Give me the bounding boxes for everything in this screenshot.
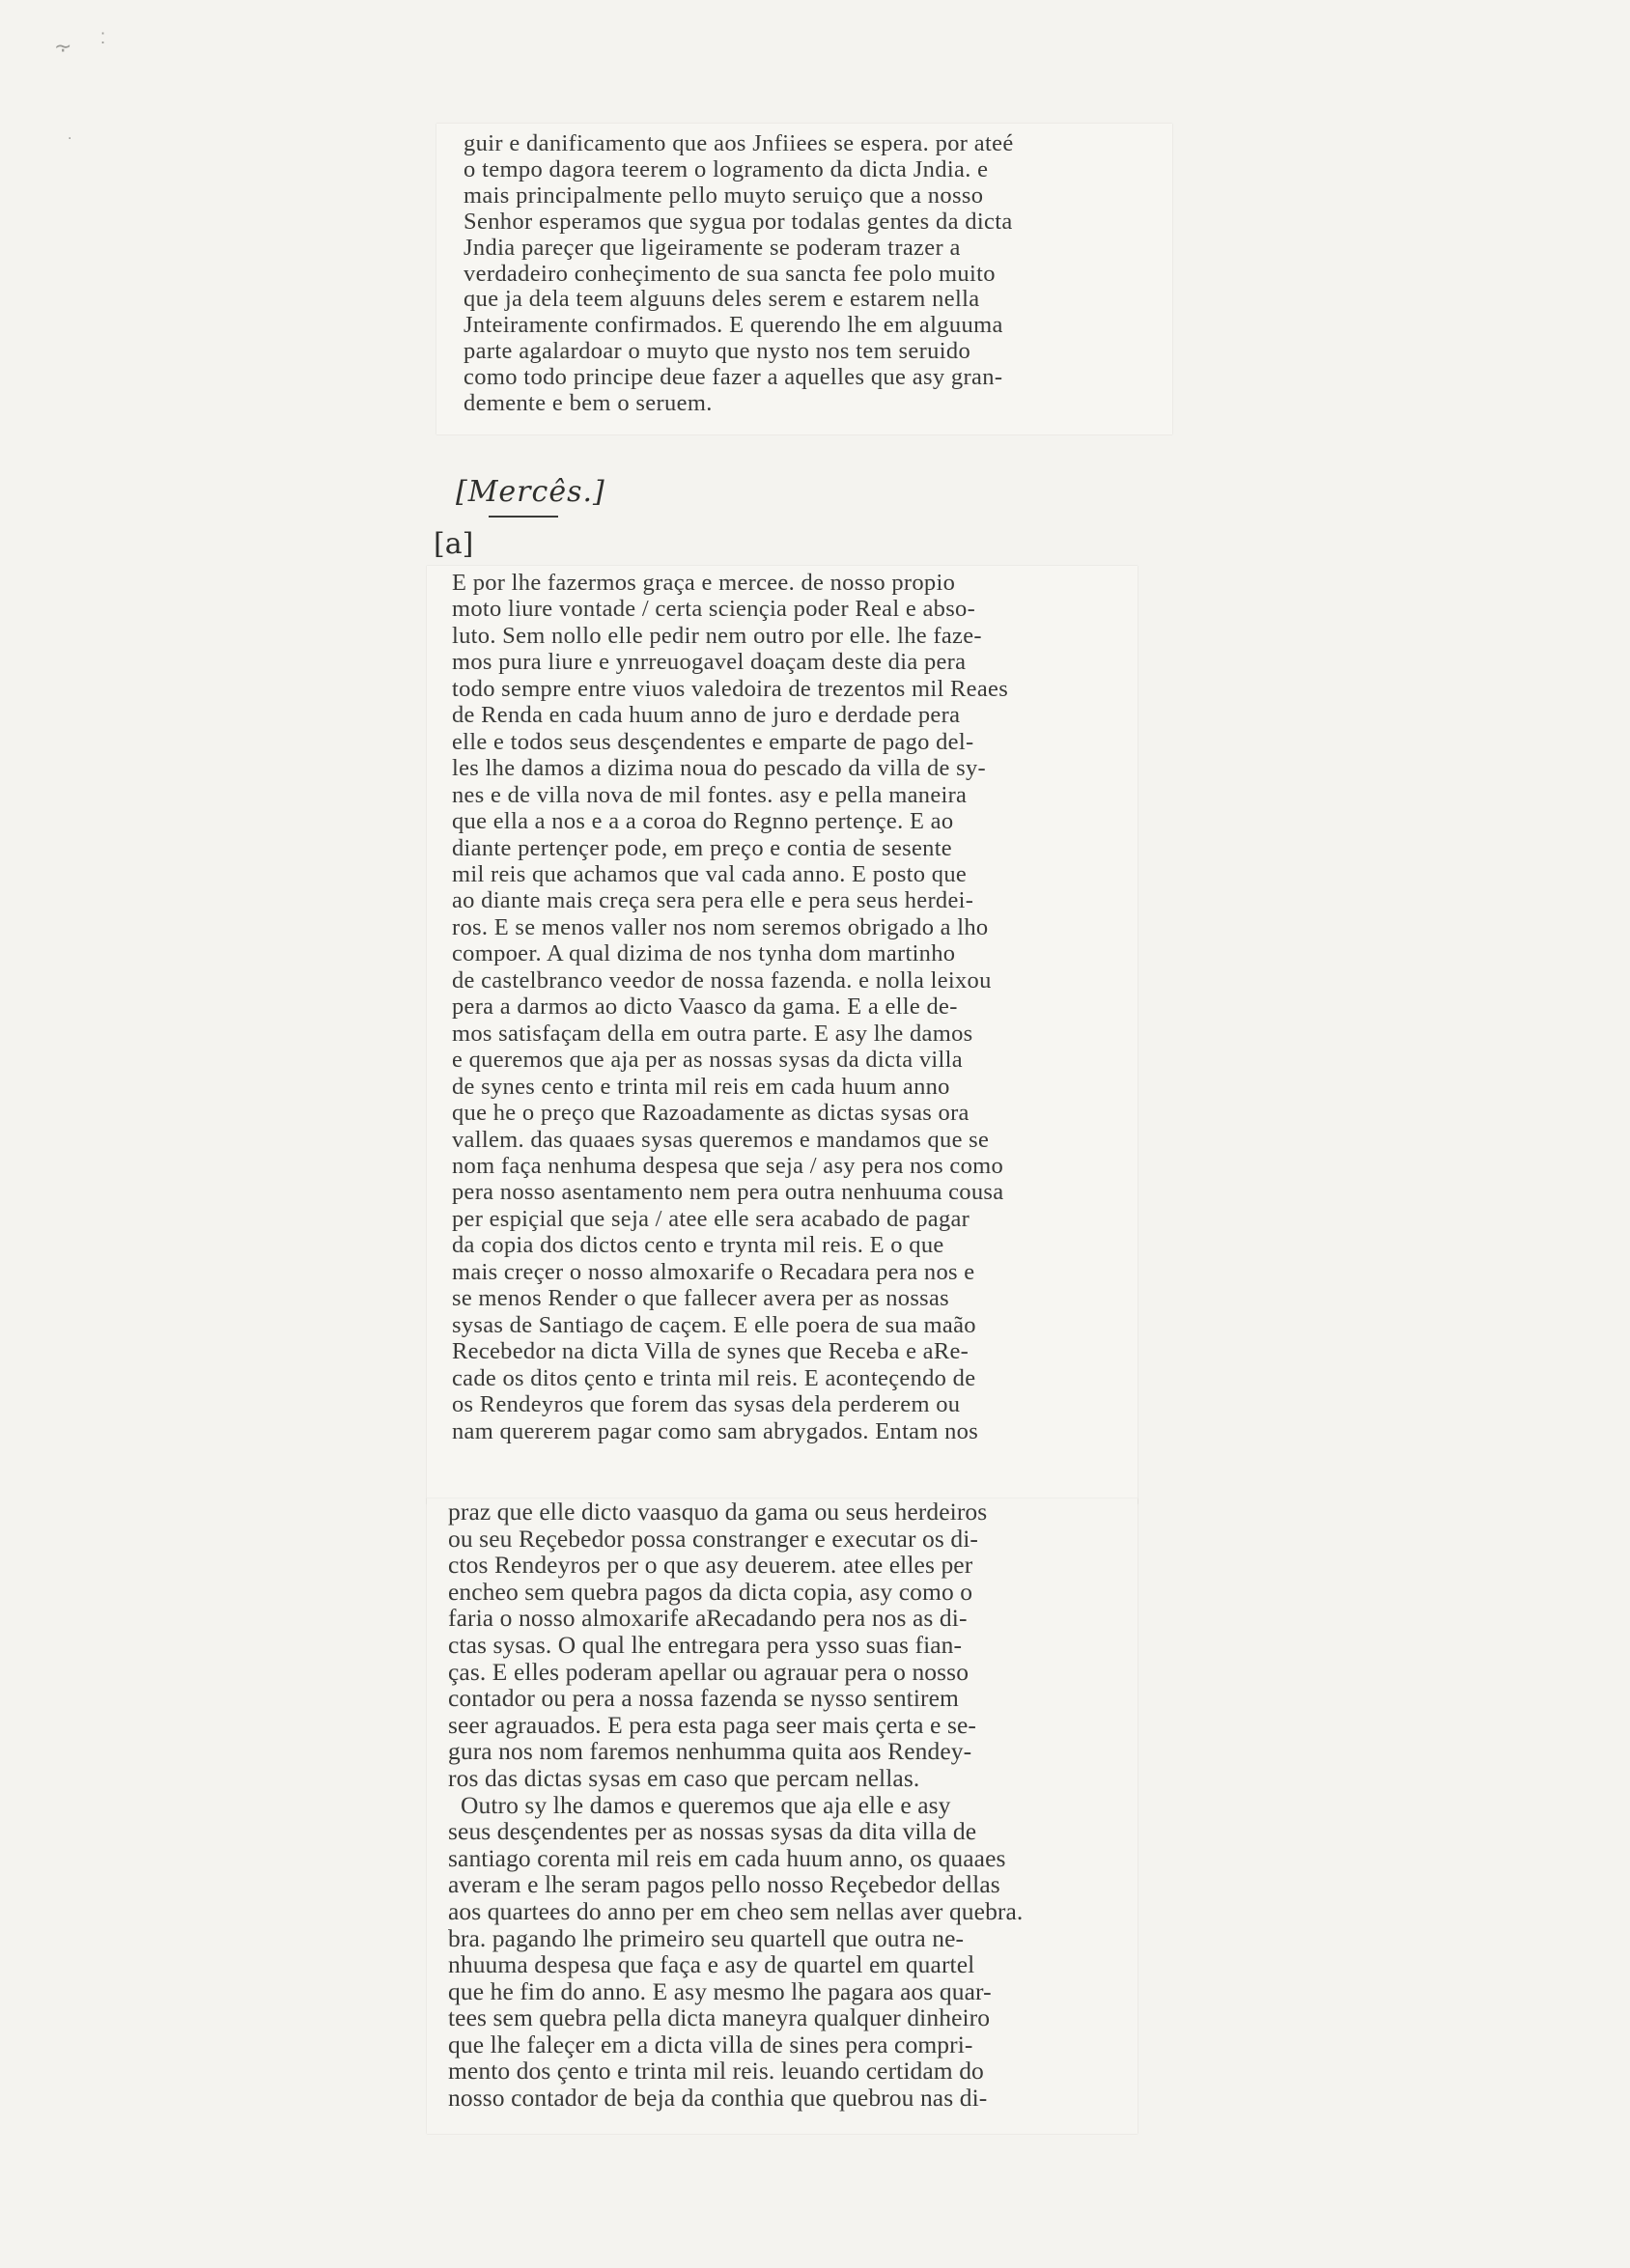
handwritten-annotation-a: [a]	[434, 527, 474, 561]
text-line: encheo sem quebra pagos da dicta copia, asy como o	[448, 1577, 973, 1606]
text-line: ros das dictas sysas em caso que percam nellas.	[448, 1763, 920, 1792]
text-line: mais creçer o nosso almoxarife o Recadara pera nos e	[452, 1258, 975, 1285]
text-line: Recebedor na dicta Villa de synes que Receba e aRe-	[452, 1338, 970, 1365]
text-line: averam e lhe seram pagos pello nosso Reçebedor dellas	[448, 1870, 1000, 1899]
text-line: nam quererem pagar como sam abrygados. Entam nos	[452, 1417, 979, 1444]
text-line: pera a darmos ao dicto Vaasco da gama. E a elle de-	[452, 994, 958, 1021]
text-line: les lhe damos a dizima noua do pescado da villa de sy-	[452, 755, 986, 782]
text-line: ctas sysas. O qual lhe entregara pera ysso suas fian-	[448, 1630, 963, 1659]
text-line: per espiçial que seja / atee elle sera acabado de pagar	[452, 1205, 970, 1232]
text-line: moto liure vontade / certa sciençia poder Real e abso-	[452, 596, 976, 623]
text-line: que he fim do anno. E asy mesmo lhe pagara aos quar-	[448, 1976, 992, 2005]
text-line: de Renda en cada huum anno de juro e derdade pera	[452, 702, 961, 729]
text-line: da copia dos dictos cento e trynta mil reis. E o que	[452, 1232, 944, 1259]
text-line: o tempo dagora teerem o logramento da dicta Jndia. e	[464, 155, 989, 182]
text-line: cade os ditos çento e trinta mil reis. E aconteçendo de	[452, 1364, 976, 1391]
text-line: vallem. das quaaes sysas queremos e mandamos que se	[452, 1126, 990, 1153]
clipping-main	[427, 566, 1138, 1504]
annotation-underline	[489, 516, 558, 518]
text-line: seus desçendentes per as nossas sysas da dita villa de	[448, 1817, 977, 1846]
scan-speck: ⸟	[54, 35, 72, 59]
text-line: seer agrauados. E pera esta paga seer mais çerta e se-	[448, 1710, 976, 1739]
text-line: de synes cento e trinta mil reis em cada huum anno	[452, 1073, 950, 1100]
text-line: de castelbranco veedor de nossa fazenda. e nolla leixou	[452, 966, 992, 994]
text-line: verdadeiro conheçimento de sua sancta fee polo muito	[464, 260, 996, 287]
text-line: e queremos que aja per as nossas sysas da dicta villa	[452, 1047, 963, 1074]
text-line: mento dos çento e trinta mil reis. leuando certidam do	[448, 2057, 984, 2086]
text-line: que ella a nos e a a coroa do Regnno pertençe. E ao	[452, 808, 954, 835]
text-line: mais principalmente pello muyto seruiço que a nosso	[464, 182, 984, 209]
text-line: Senhor esperamos que sygua por todalas gentes da dicta	[464, 208, 1013, 235]
text-line: nhuuma despesa que faça e asy de quartel em quartel	[448, 1950, 975, 1979]
text-line: mil reis que achamos que val cada anno. E posto que	[452, 860, 968, 887]
text-line: os Rendeyros que forem das sysas dela perderem ou	[452, 1391, 961, 1418]
text-line: sysas de Santiago de caçem. E elle poera de sua maão	[452, 1311, 976, 1338]
text-line: Jnteiramente confirmados. E querendo lhe em alguuma	[464, 312, 1003, 339]
text-line: luto. Sem nollo elle pedir nem outro por elle. lhe faze-	[452, 622, 982, 649]
text-line: mos pura liure e ynrreuogavel doaçam deste dia pera	[452, 649, 967, 676]
scan-speck: ·	[68, 131, 72, 147]
clipping-top	[436, 124, 1172, 434]
text-line: Outro sy lhe damos e queremos que aja elle e asy	[448, 1790, 951, 1819]
text-line: todo sempre entre viuos valedoira de trezentos mil Reaes	[452, 675, 1009, 702]
handwritten-annotation-merces: [Mercês.]	[456, 475, 605, 509]
text-line: nosso contador de beja da conthia que quebrou nas di-	[448, 2084, 988, 2113]
text-line: pera nosso asentamento nem pera outra nenhuuma cousa	[452, 1179, 1004, 1206]
text-line: santiago corenta mil reis em cada huum anno, os quaaes	[448, 1843, 1006, 1872]
text-line: como todo principe deue fazer a aquelles que asy gran-	[464, 364, 1003, 391]
text-line: ou seu Reçebedor possa constranger e executar os di-	[448, 1524, 978, 1553]
text-line: demente e bem o seruem.	[464, 390, 713, 417]
text-line: aos quartees do anno per em cheo sem nellas aver quebra.	[448, 1896, 1024, 1925]
text-line: guir e danificamento que aos Jnfiiees se espera. por ateé	[464, 130, 1014, 156]
text-line: ros. E se menos valler nos nom seremos obrigado a lho	[452, 913, 989, 940]
text-line: bra. pagando lhe primeiro seu quartell que outra ne-	[448, 1923, 965, 1952]
text-line: gura nos nom faremos nenhumma quita aos Rendey-	[448, 1737, 972, 1766]
text-line: tees sem quebra pella dicta maneyra qualquer dinheiro	[448, 2003, 991, 2032]
clipping-bottom	[427, 1498, 1138, 2134]
text-line: elle e todos seus desçendentes e emparte de pago del-	[452, 728, 974, 755]
text-line: ças. E elles poderam apellar ou agrauar pera o nosso	[448, 1657, 970, 1686]
text-line: diante pertençer pode, em preço e contia de sesente	[452, 834, 952, 861]
text-line: que ja dela teem alguuns deles serem e estarem nella	[464, 286, 980, 313]
text-line: nom faça nenhuma despesa que seja / asy pera nos como	[452, 1152, 1004, 1179]
text-line: mos satisfaçam della em outra parte. E asy lhe damos	[452, 1020, 973, 1047]
text-line: parte agalardoar o muyto que nysto nos tem seruido	[464, 338, 971, 365]
text-line: nes e de villa nova de mil fontes. asy e pella maneira	[452, 781, 968, 808]
text-line: compoer. A qual dizima de nos tynha dom martinho	[452, 940, 956, 967]
text-line: se menos Render o que fallecer avera per as nossas	[452, 1285, 950, 1312]
text-line: faria o nosso almoxarife aRecadando pera nos as di-	[448, 1604, 968, 1633]
text-line: praz que elle dicto vaasquo da gama ou seus herdeiros	[448, 1498, 988, 1526]
text-line: Jndia pareçer que ligeiramente se poderam trazer a	[464, 234, 961, 261]
scan-speck: ⁚	[100, 29, 106, 47]
text-line: que he o preço que Razoadamente as dictas sysas ora	[452, 1100, 970, 1127]
text-line: contador ou pera a nossa fazenda se nysso sentirem	[448, 1684, 959, 1713]
text-line: que lhe faleçer em a dicta villa de sines pera compri-	[448, 2030, 973, 2058]
text-line: E por lhe fazermos graça e mercee. de nosso propio	[452, 570, 956, 596]
text-line: ctos Rendeyros per o que asy deuerem. atee elles per	[448, 1551, 973, 1580]
text-line: ao diante mais creça sera pera elle e pera seus herdei-	[452, 887, 974, 914]
